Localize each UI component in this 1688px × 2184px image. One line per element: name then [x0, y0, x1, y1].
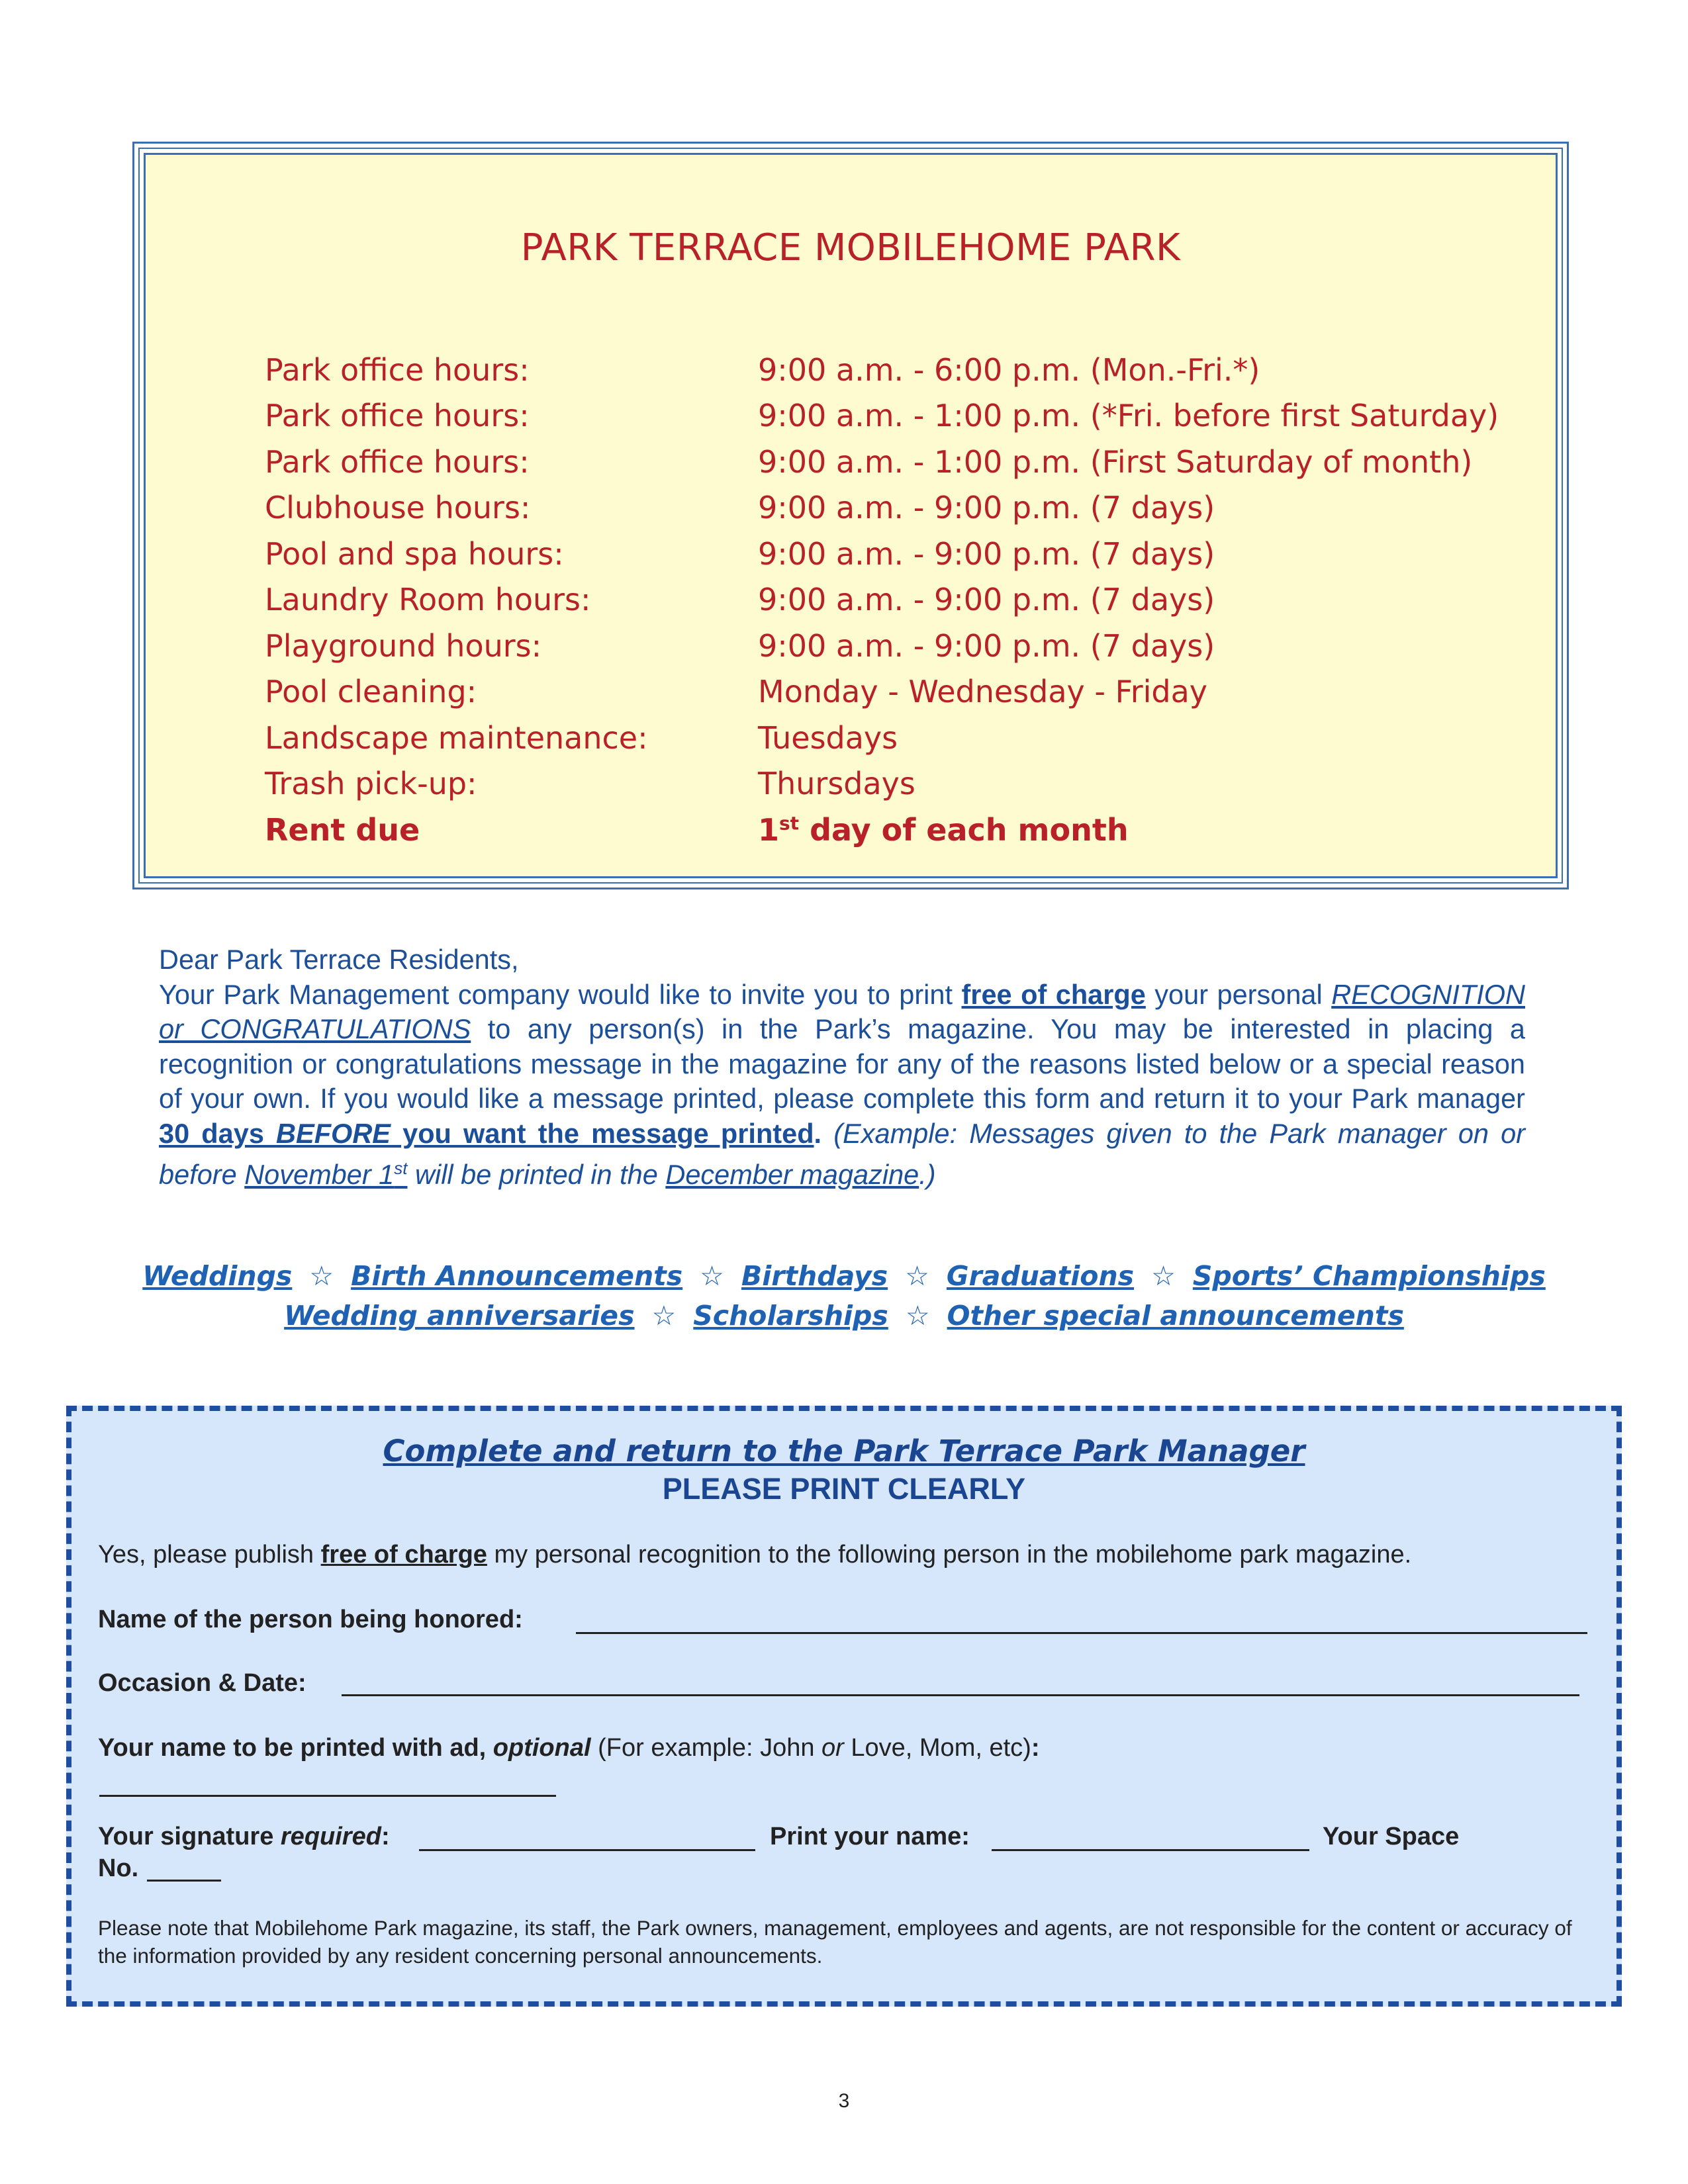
rent-day-number: 1: [758, 811, 780, 848]
form-intro-text: Yes, please publish: [98, 1541, 321, 1569]
star-icon: ☆: [1151, 1260, 1176, 1292]
deadline-part: 30 days: [159, 1117, 277, 1149]
your-name-label: [98, 1734, 1039, 1762]
deadline-part: you want the message printed: [390, 1117, 814, 1149]
hours-row: [265, 347, 1523, 393]
hours-label: Park office hours:: [265, 398, 530, 434]
occasion-item: Weddings: [142, 1260, 293, 1292]
hours-label: Clubhouse hours:: [265, 490, 531, 526]
required-text: required: [280, 1823, 381, 1850]
hours-label: Pool cleaning:: [265, 674, 477, 710]
hours-value: Thursdays: [758, 766, 915, 802]
hours-value: 9:00 a.m. - 1:00 p.m. (*Fri. before first Saturday): [758, 398, 1499, 434]
star-icon: ☆: [700, 1260, 724, 1292]
example-part: will be printed in the: [407, 1158, 666, 1190]
hours-label: Park office hours:: [265, 351, 530, 388]
page-number: 3: [838, 2090, 850, 2112]
occasion-item: Sports’ Championships: [1192, 1260, 1546, 1292]
letter-greeting: Dear Park Terrace Residents,: [159, 944, 519, 975]
disclaimer-note: Please note that Mobilehome Park magazine, its staff, the Park owners, management, employees and agents, are not responsible for the content or accuracy of the information provided by any resident concerning personal announcements.: [98, 1916, 1572, 1968]
hours-value: Tuesdays: [758, 719, 898, 756]
star-icon: ☆: [309, 1260, 334, 1292]
your-name-example: (For example: John: [590, 1734, 822, 1762]
your-name-field[interactable]: [99, 1795, 556, 1797]
form-intro-text: my personal recognition to the following person in the mobilehome park magazine.: [487, 1541, 1412, 1569]
hours-label: Trash pick-up:: [265, 766, 477, 802]
hours-label: Laundry Room hours:: [265, 582, 591, 618]
hours-row: [265, 577, 1523, 623]
form-title: Complete and return to the Park Terrace Park Manager: [383, 1433, 1305, 1469]
letter-body: [159, 978, 1525, 1193]
occasions-line-2: [0, 1300, 1688, 1332]
recognition-form: [66, 1406, 1622, 2007]
hours-value: 9:00 a.m. - 6:00 p.m. (Mon.-Fri.*): [758, 351, 1260, 388]
print-name-label: Print your name:: [770, 1823, 970, 1850]
honored-name-field[interactable]: [576, 1632, 1587, 1634]
hours-row: [265, 623, 1523, 669]
signature-colon: :: [381, 1823, 390, 1850]
optional-text: optional: [492, 1734, 591, 1762]
occasions-line-1: [0, 1260, 1688, 1292]
recognition-text: RECOGNITION or CONGRATULATIONS: [159, 978, 1525, 1044]
deadline-text: [159, 1118, 814, 1149]
hours-value: 9:00 a.m. - 9:00 p.m. (7 days): [758, 627, 1215, 664]
letter-period: .: [814, 1117, 822, 1149]
hours-row: [265, 669, 1523, 715]
deadline-before: BEFORE: [276, 1117, 391, 1149]
rent-day-text: day of each month: [799, 811, 1129, 848]
hours-row: [265, 439, 1523, 485]
signature-field[interactable]: [419, 1849, 755, 1851]
hours-box: [132, 142, 1569, 889]
form-subtitle: PLEASE PRINT CLEARLY: [662, 1472, 1026, 1506]
hours-label: Park office hours:: [265, 443, 530, 480]
occasion-item: Wedding anniversaries: [284, 1300, 635, 1332]
star-icon: ☆: [651, 1300, 677, 1332]
example-date: [244, 1159, 407, 1190]
star-icon: ☆: [905, 1260, 929, 1292]
print-name-field[interactable]: [992, 1849, 1309, 1851]
hours-row: [265, 485, 1523, 531]
example-date-text: November 1: [244, 1158, 395, 1190]
hours-row: [265, 531, 1523, 577]
your-name-example: Love, Mom, etc): [843, 1734, 1031, 1762]
space-no-label-cont: No.: [98, 1854, 139, 1882]
your-name-label-text: Your name to be printed with ad,: [98, 1734, 493, 1762]
hours-label: Playground hours:: [265, 627, 542, 664]
form-intro: [98, 1541, 1411, 1569]
hours-table: [265, 347, 1523, 853]
occasion-date-field[interactable]: [342, 1694, 1579, 1696]
example-part: .): [919, 1158, 936, 1190]
occasion-item: Birth Announcements: [351, 1260, 683, 1292]
letter-text: your personal: [1145, 978, 1332, 1010]
hours-value: Monday - Wednesday - Friday: [758, 674, 1208, 710]
hours-label: Pool and spa hours:: [265, 535, 564, 572]
occasion-item: Graduations: [946, 1260, 1135, 1292]
rent-due-row: [265, 807, 1523, 853]
hours-value: 9:00 a.m. - 9:00 p.m. (7 days): [758, 582, 1215, 618]
free-of-charge-text: free of charge: [961, 978, 1146, 1010]
occasion-item: Scholarships: [693, 1300, 888, 1332]
signature-label-text: Your signature: [98, 1823, 281, 1850]
letter-text: to any person(s) in the Park’s magazine. You may be interested in placing a recognition or congratulations message in the magazine for any of the reasons listed below or a special reason of your own. If you would like a message printed, please complete this form and return it to your Park manager: [159, 1013, 1525, 1114]
occasion-date-label: Occasion & Date:: [98, 1669, 306, 1697]
space-no-label: Your Space: [1323, 1823, 1460, 1850]
example-month: December magazine: [665, 1158, 919, 1190]
letter-text: Your Park Management company would like to invite you to print: [159, 978, 962, 1010]
rent-due-value: [758, 812, 1129, 848]
star-icon: ☆: [905, 1300, 930, 1332]
occasion-item: Other special announcements: [947, 1300, 1404, 1332]
example-part: (Example: Messages given to the Park manager on or before: [159, 1117, 1526, 1190]
signature-label: [98, 1823, 390, 1851]
space-no-field[interactable]: [147, 1880, 221, 1882]
example-date-suffix: st: [394, 1158, 408, 1178]
honored-name-label: Name of the person being honored:: [98, 1606, 523, 1633]
rent-day-suffix: st: [779, 812, 800, 835]
hours-row: [265, 393, 1523, 439]
occasion-item: Birthdays: [741, 1260, 888, 1292]
resident-letter: [159, 942, 1525, 1192]
hours-value: 9:00 a.m. - 9:00 p.m. (7 days): [758, 490, 1215, 526]
hours-row: [265, 761, 1523, 807]
hours-title: PARK TERRACE MOBILEHOME PARK: [520, 226, 1181, 269]
rent-due-label: Rent due: [265, 811, 420, 848]
hours-value: 9:00 a.m. - 1:00 p.m. (First Saturday of month): [758, 443, 1473, 480]
your-name-example-or: or: [821, 1734, 844, 1762]
hours-box-panel: [144, 153, 1558, 878]
form-free-of-charge: free of charge: [320, 1541, 487, 1569]
hours-row: [265, 715, 1523, 761]
hours-value: 9:00 a.m. - 9:00 p.m. (7 days): [758, 535, 1215, 572]
hours-label: Landscape maintenance:: [265, 719, 648, 756]
hours-box-frame: [138, 148, 1563, 884]
your-name-colon: :: [1031, 1734, 1040, 1762]
